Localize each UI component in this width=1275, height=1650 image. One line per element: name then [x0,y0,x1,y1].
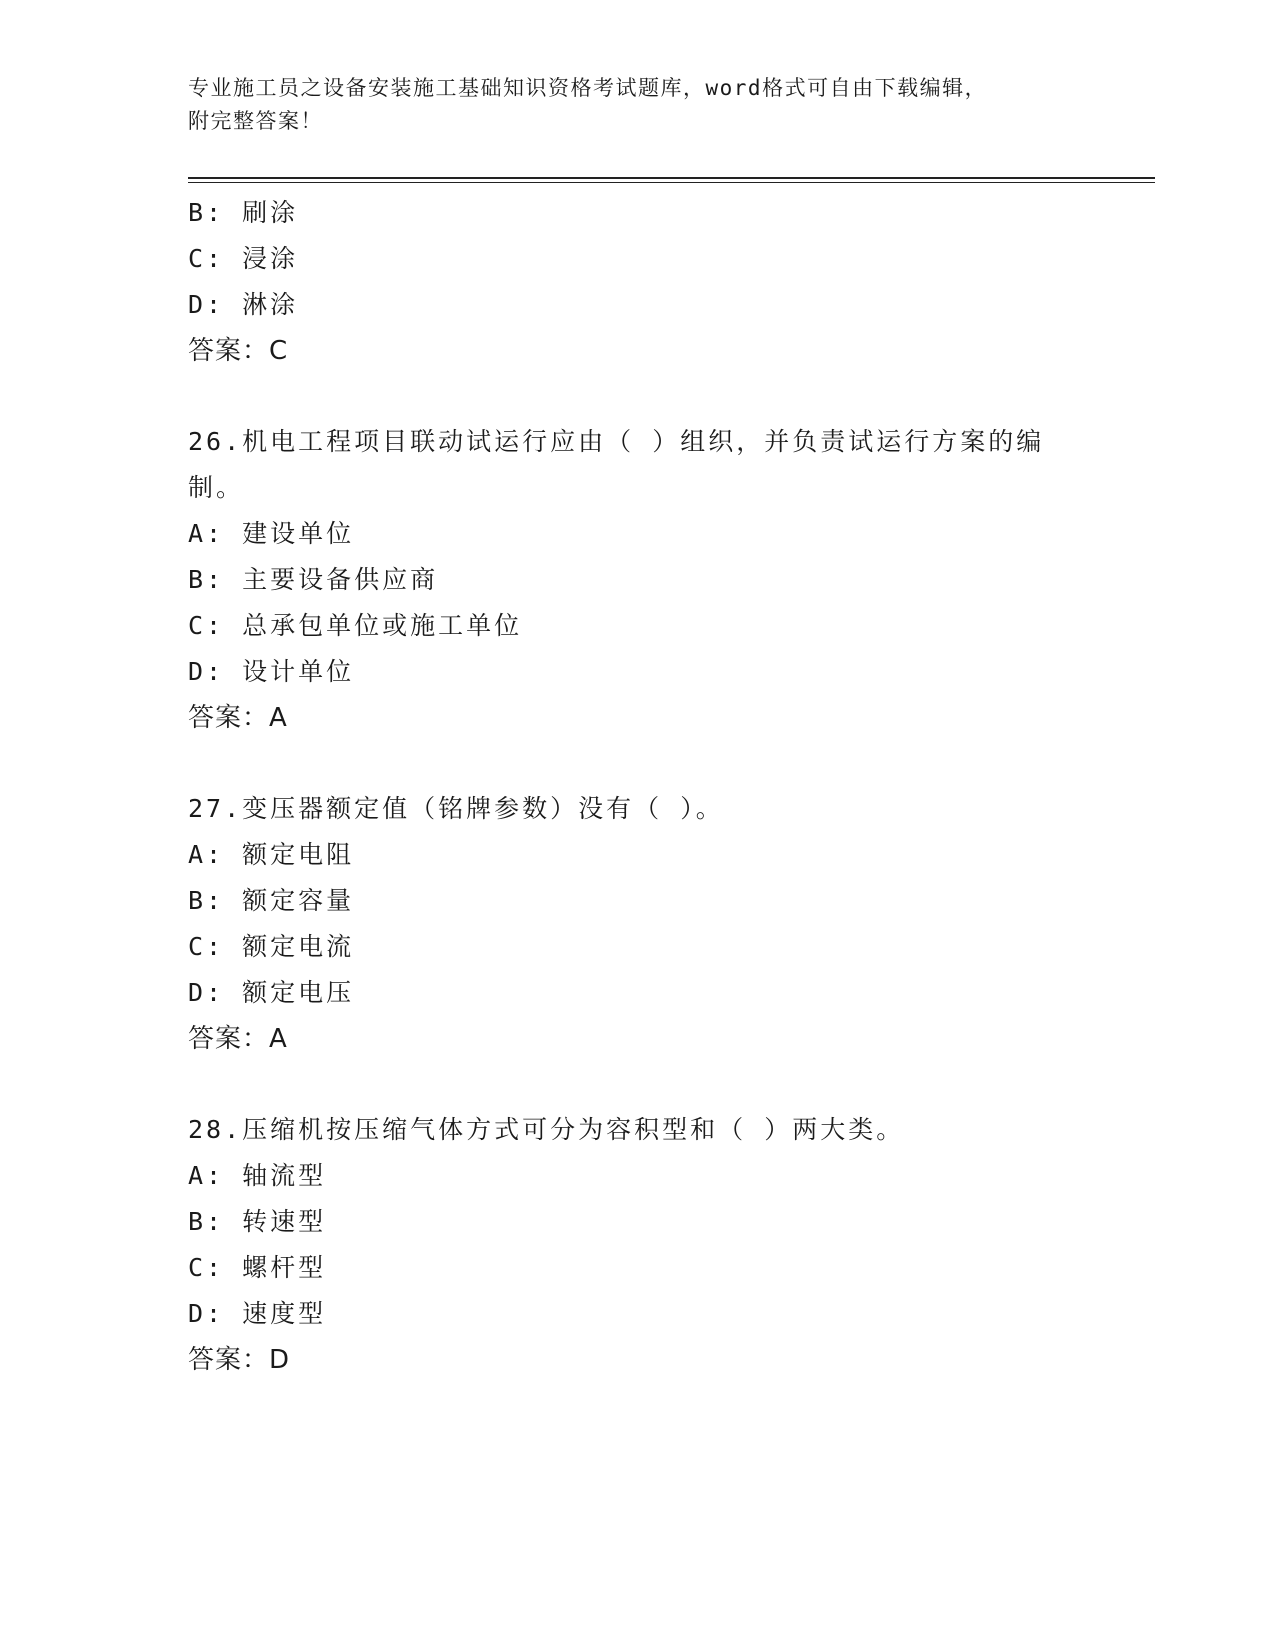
question-stem-continued: 制。 [188,473,245,502]
option-c: C: 螺杆型 [188,1253,327,1282]
document-header [188,72,1068,138]
option-b: B: 转速型 [188,1207,327,1236]
document-body [188,190,1088,1383]
option-a: A: 轴流型 [188,1161,327,1190]
question-stem: 27.变压器额定值（铭牌参数）没有（ ）。 [188,794,724,823]
answer: 答案：A [188,703,288,733]
option-d: D: 淋涂 [188,290,299,319]
option-b: B: 刷涂 [188,198,299,227]
answer: 答案：D [188,1345,291,1375]
option-a: A: 建设单位 [188,519,355,548]
option-c: C: 总承包单位或施工单位 [188,611,523,640]
header-divider-thin [188,182,1155,183]
header-line-1: 专业施工员之设备安装施工基础知识资格考试题库，word格式可自由下载编辑， [188,76,988,100]
question-26 [188,419,1088,741]
answer: 答案：A [188,1024,288,1054]
option-d: D: 额定电压 [188,978,355,1007]
question-stem: 26.机电工程项目联动试运行应由（ ）组织，并负责试运行方案的编 [188,427,1045,456]
question-stem: 28.压缩机按压缩气体方式可分为容积型和（ ）两大类。 [188,1115,905,1144]
answer: 答案：C [188,336,289,366]
question-28 [188,1107,1088,1383]
option-d: D: 设计单位 [188,657,355,686]
option-c: C: 浸涂 [188,244,299,273]
question-27 [188,786,1088,1062]
option-b: B: 主要设备供应商 [188,565,439,594]
option-b: B: 额定容量 [188,886,355,915]
option-a: A: 额定电阻 [188,840,355,869]
question-25-tail [188,190,1088,374]
header-divider [188,177,1155,179]
option-c: C: 额定电流 [188,932,355,961]
option-d: D: 速度型 [188,1299,327,1328]
header-line-2: 附完整答案！ [188,109,323,133]
